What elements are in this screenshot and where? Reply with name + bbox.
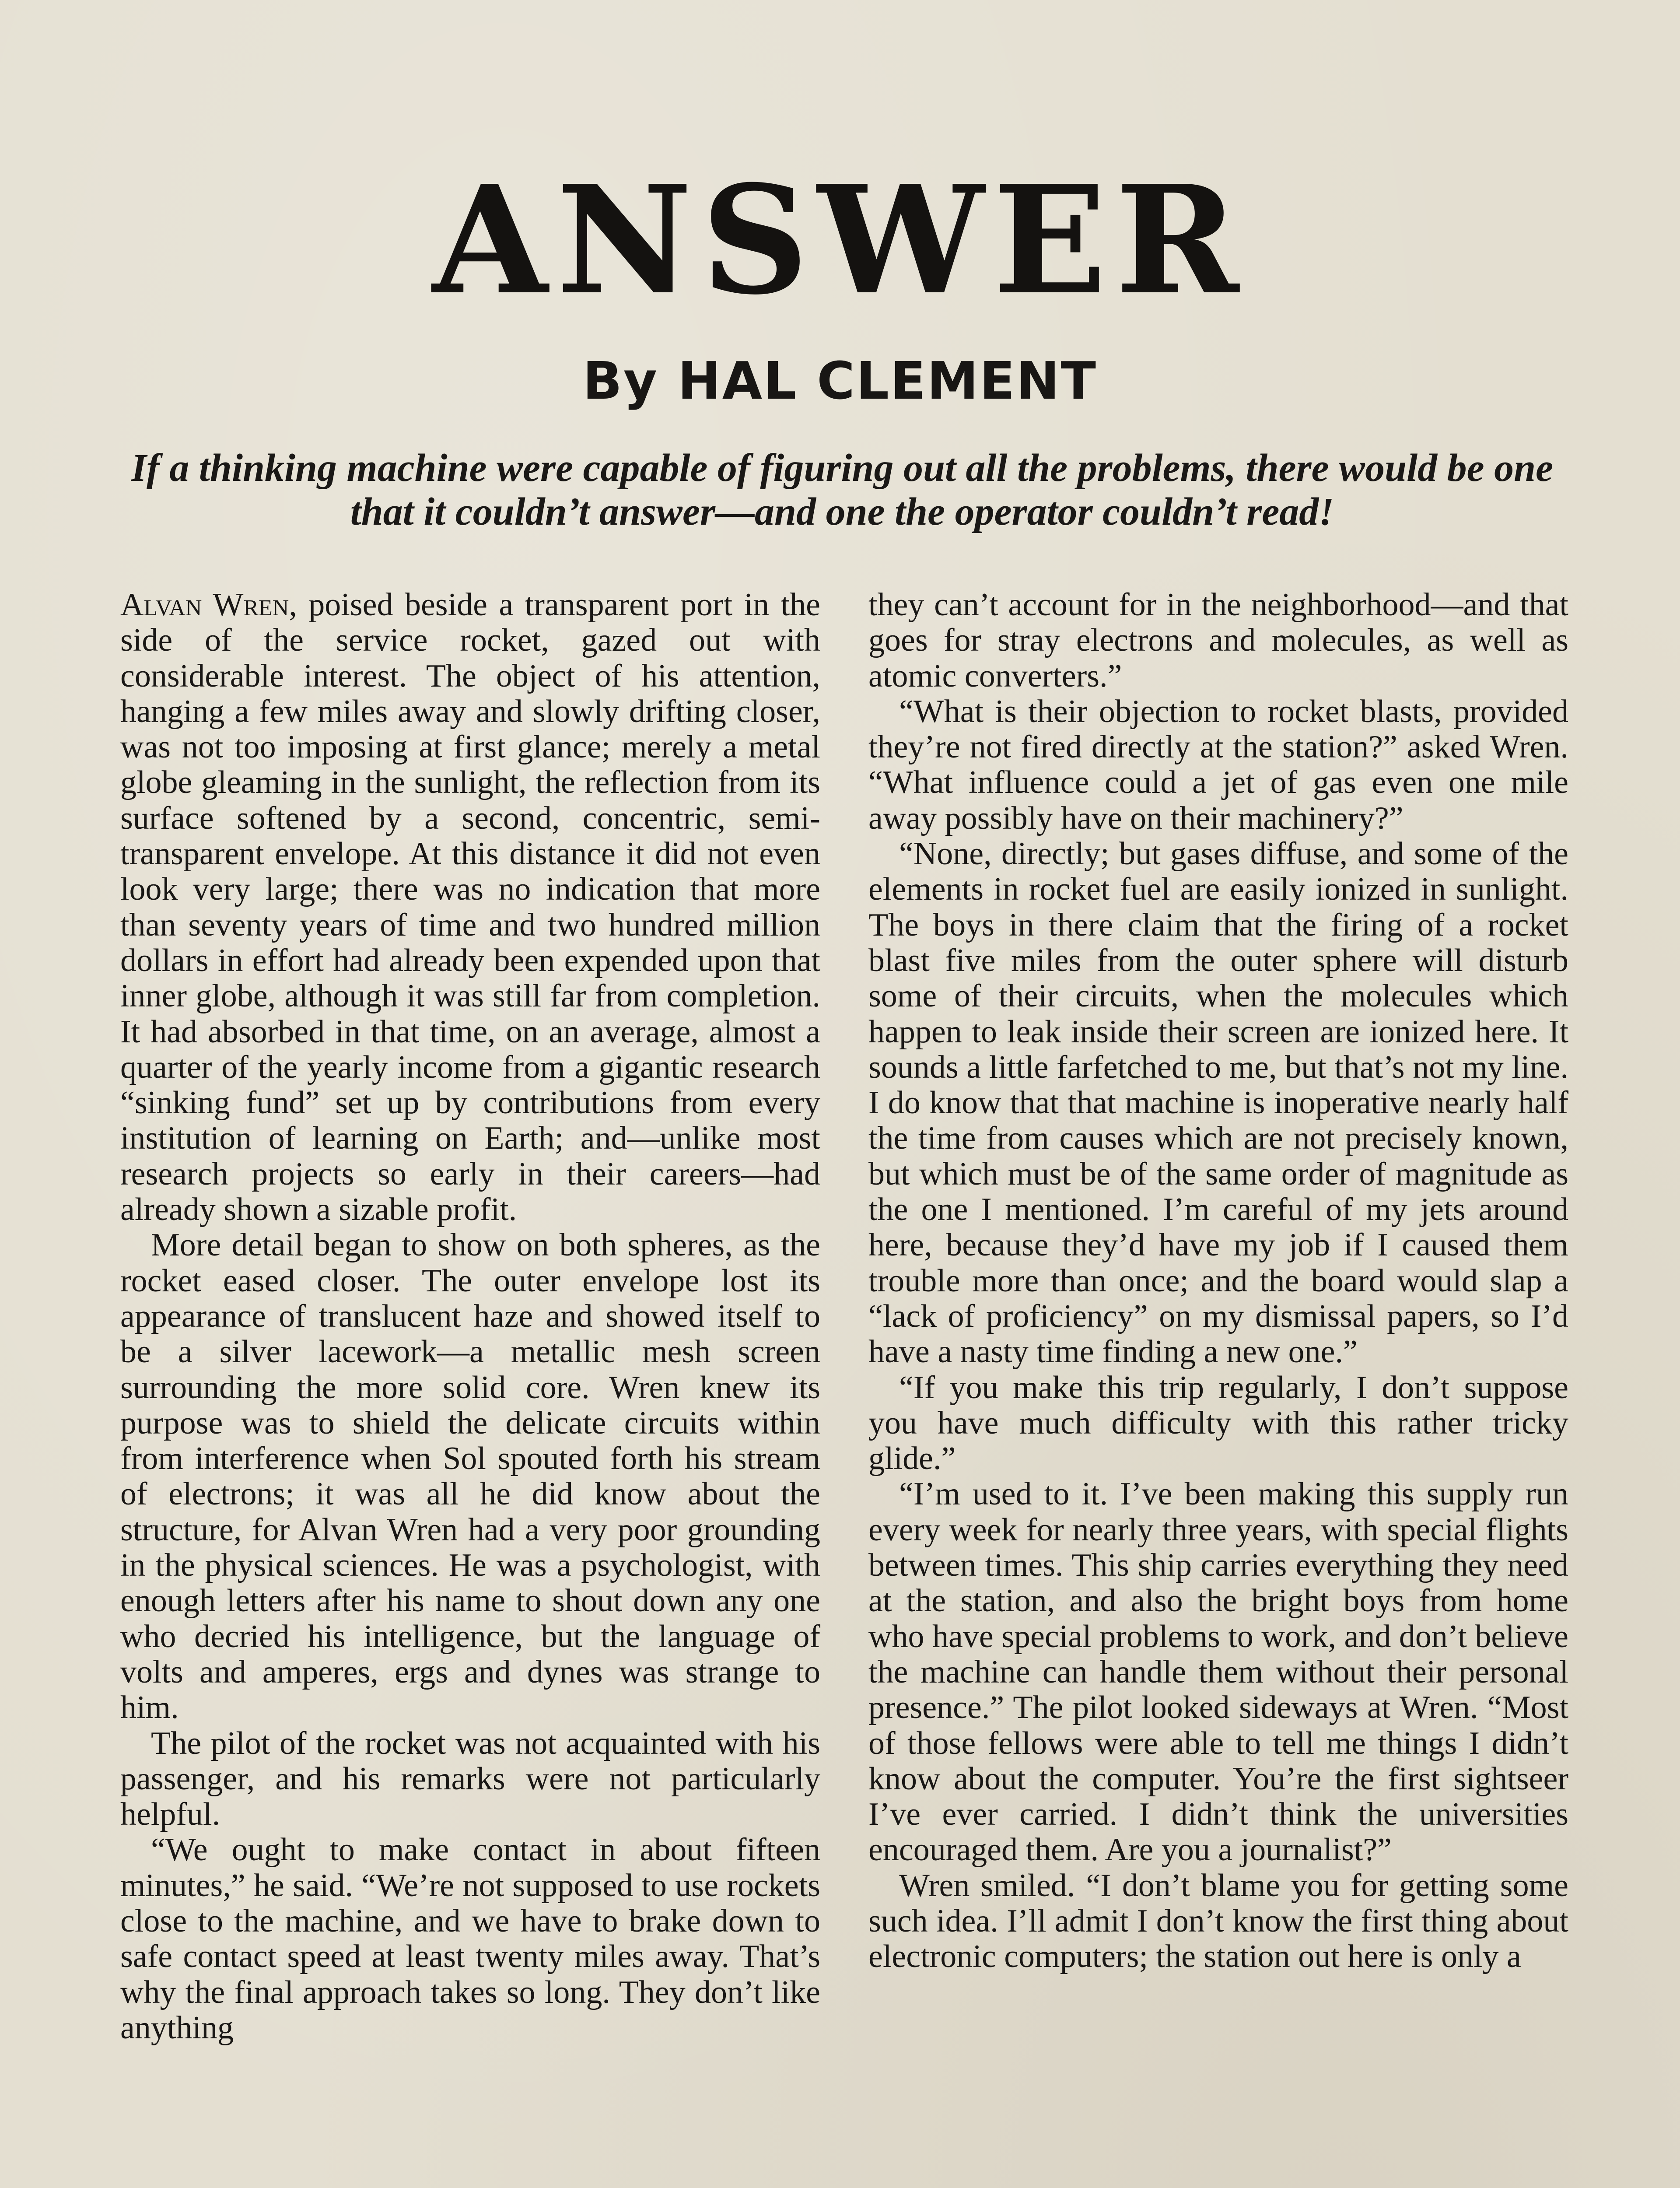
paragraph: The pilot of the rocket was not acquainted with his passenger, and his remarks were not particularly helpful. — [120, 1725, 820, 1833]
paragraph: “None, directly; but gases diffuse, and some of the elements in rocket fuel are easily ionized in sunlight. The boys in there claim that the firing of a rocket blast five miles from the outer sphere will disturb some of their circuits, when the molecules which happen to leak inside their screen are ionized here. It sounds a little farfetched to me, but that’s not my line. I do know that that machine is inoperative nearly half the time from causes which are not precisely known, but which must be of the same order of magnitude as the one I mentioned. I’m careful of my jets around here, because they’d have my job if I caused them trouble more than once; and the board would slap a “lack of proficiency” on my dismissal papers, so I’d have a nasty time finding a new one.” — [868, 836, 1568, 1370]
paragraph: More detail began to show on both spheres, as the rocket eased closer. The outer envelope lost its appearance of translucent haze and showed itself to be a silver lacework—a metallic mesh screen surrounding the more solid core. Wren knew its purpose was to shield the delicate circuits within from interference when Sol spouted forth his stream of electrons; it was all he did know about the structure, for Alvan Wren had a very poor grounding in the physical sciences. He was a psychologist, with enough letters after his name to shout down any one who decried his intelligence, but the language of volts and amperes, ergs and dynes was strange to him. — [120, 1227, 820, 1726]
paragraph: “If you make this trip regularly, I don’t suppose you have much difficulty with this rather tricky glide.” — [868, 1369, 1568, 1477]
text-column-right — [868, 587, 1568, 1975]
paragraph: they can’t account for in the neighborhood—and that goes for stray electrons and molecules, as well as atomic converters.” — [868, 587, 1568, 694]
lead-name: Alvan Wren, — [120, 587, 297, 623]
paragraph: “What is their objection to rocket blasts, provided they’re not fired directly at the station?” asked Wren. “What influence could a jet of gas even one mile away possibly have on their machinery?” — [868, 693, 1568, 836]
paragraph — [120, 587, 820, 1227]
paragraph: Wren smiled. “I don’t blame you for getting some such idea. I’ll admit I don’t know the first thing about electronic computers; the station out here is only a — [868, 1867, 1568, 1975]
paragraph: “We ought to make contact in about fifteen minutes,” he said. “We’re not supposed to use rockets close to the machine, and we have to brake down to safe contact speed at least twenty miles away. That’s why the final approach takes so long. They don’t like anything — [120, 1832, 820, 2046]
text-column-left — [120, 587, 820, 2046]
author-byline: By HAL CLEMENT — [583, 351, 1097, 411]
story-blurb: If a thinking machine were capable of figuring out all the problems, there would be one that it couldn’t answer—and one the operator couldn’t read! — [131, 446, 1554, 533]
paragraph: “I’m used to it. I’ve been making this supply run every week for nearly three years, with special flights between times. This ship carries everything they need at the station, and also the bright boys from home who have special problems to work, and don’t believe the machine can handle them without their personal presence.” The pilot looked sideways at Wren. “Most of those fellows were able to tell me things I didn’t know about the computer. You’re the first sightseer I’ve ever carried. I didn’t think the universities encouraged them. Are you a journalist?” — [868, 1476, 1568, 1868]
paragraph-text: poised beside a transparent port in the side of the service rocket, gazed out with considerable interest. The object of his attention, hanging a few miles away and slowly drifting closer, was not too imposing at first glance; merely a metal globe gleaming in the sunlight, the reflection from its surface softened by a second, concentric, semi-transparent envelope. At this distance it did not even look very large; there was no indication that more than seventy years of time and two hundred million dollars in effort had already been expended upon that inner globe, although it was still far from completion. It had absorbed in that time, on an average, almost a quarter of the yearly income from a gigantic research “sinking fund” set up by contributions from every institution of learning on Earth; and—unlike most research projects so early in their careers—had already shown a sizable profit. — [120, 587, 820, 1228]
story-title: ANSWER — [432, 153, 1248, 328]
